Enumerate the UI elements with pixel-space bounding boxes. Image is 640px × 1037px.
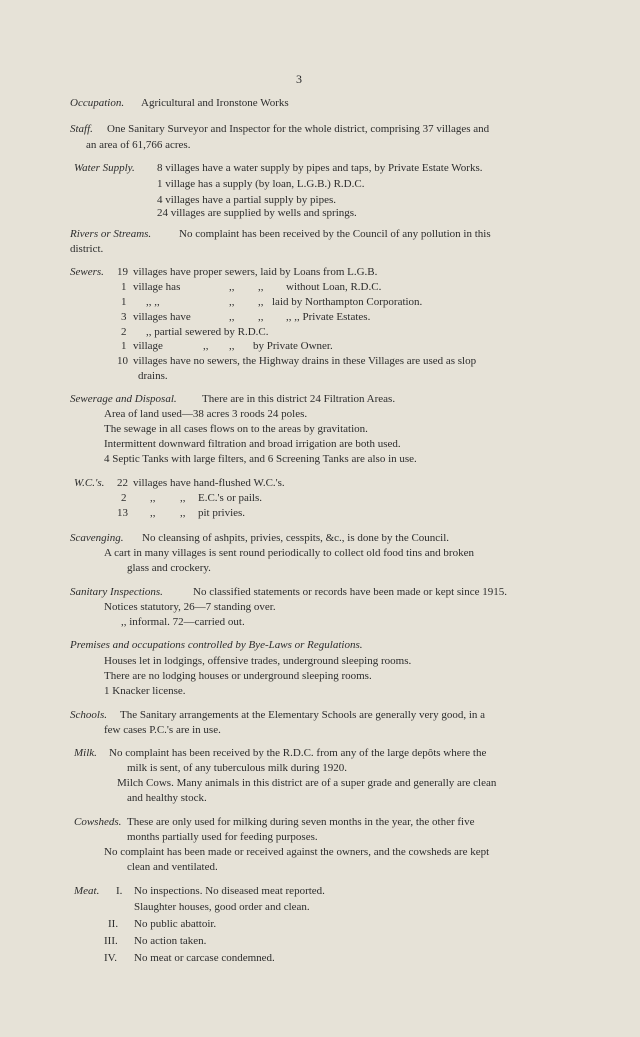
- sewerage-heading: Sewerage and Disposal.: [70, 393, 177, 405]
- inspections-line-2: Notices statutory, 26—7 standing over.: [104, 601, 276, 613]
- scavenging-line-3: glass and crockery.: [127, 562, 211, 574]
- sewers-heading: Sewers.: [70, 266, 104, 278]
- sewers-row-tail: laid by Northampton Corporation.: [272, 296, 423, 308]
- sewers-row-text: ,, ,,: [146, 296, 160, 308]
- sewers-row-num: 1: [121, 340, 127, 352]
- sewers-row-text: villages have no sewers, the Highway drains in these Villages are used as slop: [133, 355, 477, 367]
- occupation-text: Agricultural and Ironstone Works: [141, 97, 289, 109]
- staff-heading: Staff.: [70, 123, 93, 135]
- wcs-heading: W.C.'s.: [74, 477, 105, 489]
- wcs-row-num: 22: [117, 477, 128, 489]
- wcs-row-text: villages have hand-flushed W.C.'s.: [133, 477, 285, 489]
- meat-item-text: Slaughter houses, good order and clean.: [134, 901, 310, 913]
- staff-line-2: an area of 61,766 acres.: [86, 139, 191, 151]
- milk-line-3: Milch Cows. Many animals in this district are of a super grade and generally are clean: [117, 777, 497, 789]
- sewers-row-num: 2: [121, 326, 127, 338]
- milk-line-4: and healthy stock.: [127, 792, 207, 804]
- sewers-row-tail: by Private Owner.: [253, 340, 333, 352]
- schools-line-2: few cases P.C.'s are in use.: [104, 724, 221, 736]
- ditto-mark: ,,: [258, 281, 264, 293]
- rivers-heading: Rivers or Streams.: [70, 228, 152, 240]
- meat-item-num: I.: [116, 885, 123, 897]
- premises-heading: Premises and occupations controlled by Bye-Laws or Regulations.: [70, 639, 363, 651]
- sewers-continuation: drains.: [138, 370, 168, 382]
- ditto-mark: ,,: [229, 296, 235, 308]
- meat-item-text: No meat or carcase condemned.: [134, 952, 275, 964]
- wcs-row-text: pit privies.: [198, 507, 246, 519]
- meat-item-num: IV.: [104, 952, 117, 964]
- schools-first-line: The Sanitary arrangements at the Elementary Schools are generally very good, in a: [120, 709, 486, 721]
- sewers-row-num: 1: [121, 296, 127, 308]
- milk-heading: Milk.: [74, 747, 97, 759]
- water-supply-line: 8 villages have a water supply by pipes and taps, by Private Estate Works.: [157, 162, 483, 174]
- cowsheds-line-2: months partially used for feeding purposes.: [127, 831, 318, 843]
- schools-heading: Schools.: [70, 709, 107, 721]
- scavenging-line-2: A cart in many villages is sent round periodically to collect old food tins and broken: [104, 547, 474, 559]
- premises-line: Houses let in lodgings, offensive trades, underground sleeping rooms.: [104, 655, 412, 667]
- sewerage-first-line: There are in this district 24 Filtration Areas.: [202, 393, 396, 405]
- meat-item-num: II.: [108, 918, 119, 930]
- meat-heading: Meat.: [74, 885, 100, 897]
- sewers-row-text: villages have: [133, 311, 191, 323]
- cowsheds-line-3: No complaint has been made or received against the owners, and the cowsheds are kept: [104, 846, 490, 858]
- water-supply-line: 4 villages have a partial supply by pipes.: [157, 194, 337, 206]
- cowsheds-line-4: clean and ventilated.: [127, 861, 218, 873]
- wcs-row-text: E.C.'s or pails.: [198, 492, 263, 504]
- sewers-row-num: 3: [121, 311, 127, 323]
- ditto-mark: ,,: [229, 340, 235, 352]
- premises-line: 1 Knacker license.: [104, 685, 186, 697]
- rivers-line-1: No complaint has been received by the Council of any pollution in this: [179, 228, 491, 240]
- meat-item-text: No public abattoir.: [134, 918, 217, 930]
- sewers-row-tail: ,, ,, Private Estates.: [286, 311, 371, 323]
- ditto-mark: ,,: [258, 296, 264, 308]
- cowsheds-first-line: These are only used for milking during seven months in the year, the other five: [127, 816, 475, 828]
- rivers-line-2: district.: [70, 243, 104, 255]
- sewers-row-num: 1: [121, 281, 127, 293]
- ditto-mark: ,,: [258, 311, 264, 323]
- sewers-row-text: villages have proper sewers, laid by Loans from L.G.B.: [133, 266, 378, 278]
- ditto-mark: ,,: [150, 507, 156, 519]
- sewers-row-tail: without Loan, R.D.C.: [286, 281, 382, 293]
- wcs-row-num: 13: [117, 507, 128, 519]
- sewerage-line: 4 Septic Tanks with large filters, and 6 Screening Tanks are also in use.: [104, 453, 417, 465]
- sewers-row-num: 10: [117, 355, 128, 367]
- sewers-row-text: village: [133, 340, 163, 352]
- ditto-mark: ,,: [180, 507, 186, 519]
- wcs-row-num: 2: [121, 492, 127, 504]
- sewerage-line: The sewage in all cases flows on to the areas by gravitation.: [104, 423, 368, 435]
- water-supply-line: 24 villages are supplied by wells and springs.: [157, 207, 357, 219]
- sewers-row-text: ,, partial sewered by R.D.C.: [146, 326, 269, 338]
- water-supply-line: 1 village has a supply (by loan, L.G.B.) R.D.C.: [157, 178, 365, 190]
- ditto-mark: ,,: [229, 281, 235, 293]
- scavenging-heading: Scavenging.: [70, 532, 124, 544]
- sewers-row-num: 19: [117, 266, 128, 278]
- occupation-heading: Occupation.: [70, 97, 125, 109]
- scavenging-first-line: No cleansing of ashpits, privies, cesspits, &c., is done by the Council.: [142, 532, 450, 544]
- cowsheds-heading: Cowsheds.: [74, 816, 122, 828]
- milk-first-line: No complaint has been received by the R.D.C. from any of the large depôts where the: [109, 747, 487, 759]
- inspections-line-3: ,, informal. 72—carried out.: [121, 616, 245, 628]
- sewerage-line: Intermittent downward filtration and broad irrigation are both used.: [104, 438, 401, 450]
- premises-line: There are no lodging houses or underground sleeping rooms.: [104, 670, 372, 682]
- inspections-first-line: No classified statements or records have been made or kept since 1915.: [193, 586, 508, 598]
- inspections-heading: Sanitary Inspections.: [70, 586, 163, 598]
- meat-item-text: No action taken.: [134, 935, 207, 947]
- water-supply-heading: Water Supply.: [74, 162, 135, 174]
- page-number: 3: [296, 72, 302, 86]
- ditto-mark: ,,: [229, 311, 235, 323]
- ditto-mark: ,,: [203, 340, 209, 352]
- sewerage-line: Area of land used—38 acres 3 roods 24 poles.: [104, 408, 308, 420]
- meat-item-num: III.: [104, 935, 118, 947]
- meat-item-text: No inspections. No diseased meat reported.: [134, 885, 325, 897]
- ditto-mark: ,,: [180, 492, 186, 504]
- ditto-mark: ,,: [150, 492, 156, 504]
- sewers-row-text: village has: [133, 281, 181, 293]
- milk-line-2: milk is sent, of any tuberculous milk during 1920.: [127, 762, 347, 774]
- staff-line-1: One Sanitary Surveyor and Inspector for the whole district, comprising 37 villages and: [107, 123, 490, 135]
